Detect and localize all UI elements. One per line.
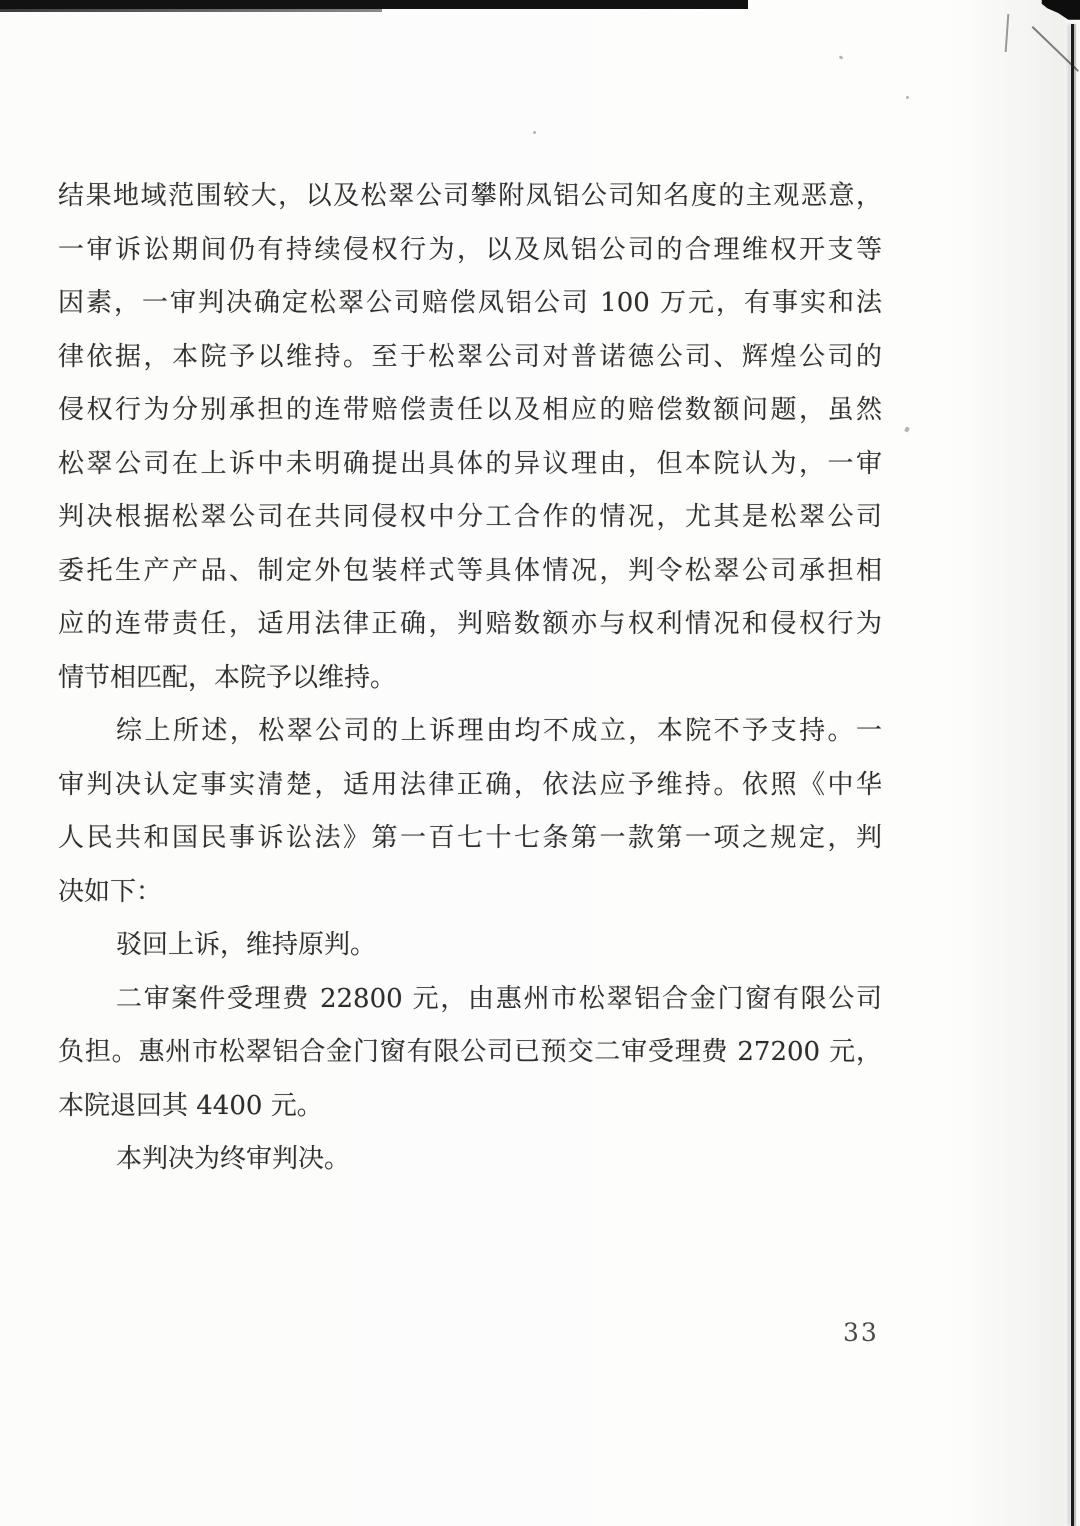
judgment-text-line: 律依据，本院予以维持。至于松翠公司对普诺德公司、辉煌公司的 — [58, 341, 882, 372]
judgment-text-line: 综上所述，松翠公司的上诉理由均不成立，本院不予支持。一 — [116, 716, 882, 746]
judgment-text-line: 驳回上诉，维持原判。 — [116, 930, 377, 960]
judgment-text-line: 人民共和国民事诉讼法》第一百七十七条第一款第一项之规定，判 — [58, 823, 882, 853]
judgment-text-line: 情节相匹配，本院予以维持。 — [58, 662, 397, 693]
judgment-text-line: 委托生产产品、制定外包装样式等具体情况，判令松翠公司承担相 — [58, 555, 882, 586]
judgment-text-line: 负担。惠州市松翠铝合金门窗有限公司已预交二审受理费 27200 元， — [58, 1037, 882, 1067]
judgment-text-line: 决如下： — [58, 876, 163, 907]
judgment-text-line: 判决根据松翠公司在共同侵权中分工合作的情况，尤其是松翠公司 — [58, 502, 882, 532]
judgment-text-line: 松翠公司在上诉中未明确提出具体的异议理由，但本院认为，一审 — [58, 448, 882, 479]
judgment-text-line: 审判决认定事实清楚，适用法律正确，依法应予维持。依照《中华 — [58, 769, 882, 800]
judgment-text-line: 一审诉讼期间仍有持续侵权行为，以及凤铝公司的合理维权开支等 — [58, 234, 882, 265]
judgment-text-line: 因素，一审判决确定松翠公司赔偿凤铝公司 100 万元，有事实和法 — [58, 288, 882, 318]
judgment-text-line: 侵权行为分别承担的连带赔偿责任以及相应的赔偿数额问题，虽然 — [58, 395, 882, 425]
scan-artifact-corner-tick — [1005, 14, 1010, 52]
judgment-body-text — [58, 170, 882, 1187]
scan-artifact-top-bar-tail — [0, 9, 382, 12]
scan-speck — [904, 426, 910, 432]
judgment-text-line: 二审案件受理费 22800 元，由惠州市松翠铝合金门窗有限公司 — [116, 983, 882, 1014]
judgment-text-line: 应的连带责任，适用法律正确，判赔数额亦与权利情况和侵权行为 — [58, 609, 882, 639]
scan-speck — [533, 131, 536, 134]
scan-speck — [906, 96, 909, 99]
scan-speck — [839, 55, 844, 60]
judgment-text-line: 本判决为终审判决。 — [116, 1144, 351, 1174]
judgment-text-line: 结果地域范围较大，以及松翠公司攀附凤铝公司知名度的主观恶意， — [58, 181, 882, 211]
judgment-text-line: 本院退回其 4400 元。 — [58, 1090, 323, 1121]
scan-artifact-top-bar — [0, 0, 748, 9]
page-edge-line — [1071, 24, 1074, 1526]
page-number: 33 — [843, 1318, 879, 1347]
